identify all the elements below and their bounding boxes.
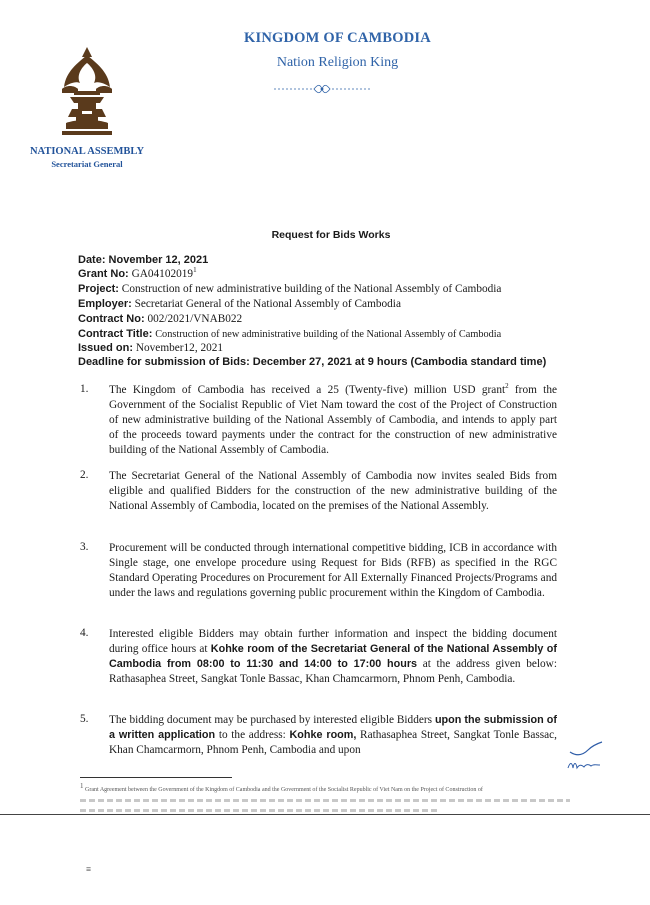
faint-footnote-line	[80, 799, 570, 802]
contract-title-line: Contract Title: Construction of new administrative building of the National Assembly of Cambodia	[78, 328, 502, 340]
footnote: $^1$ Grant Agreement between the Government of the Kingdom of Cambodia and the Government of the Socialist Republic of Viet Nam on the Project of Construction of	[80, 782, 483, 793]
employer-line: Employer: Secretariat General of the National Assembly of Cambodia	[78, 298, 401, 310]
faint-footnote-line	[80, 809, 440, 812]
kingdom-heading: KINGDOM OF CAMBODIA	[244, 30, 431, 46]
paragraph-text: The Secretariat General of the National Assembly of Cambodia now invites sealed Bids from eligible and qualified Bidders for the construction of the new administrative building of the National Assembly of Cambodia, located on the premises of the National Assembly.	[109, 470, 557, 512]
assembly-name: NATIONAL ASSEMBLY	[29, 146, 145, 157]
grant-line: Grant No: GA04102019$^1$	[78, 266, 197, 280]
date-line: Date: November 12, 2021	[78, 254, 209, 266]
document-page: KINGDOM OF CAMBODIA Nation Religion King NATIONAL ASSEMBLY Secretariat General Request for Bids Works Date: November 12, 2021 Grant No: GA04102019$^1$ Project: Construction of new administrative building of the National Assembly of Cambodia Employer: Secretariat General of the National Assembly of Cambodia Contract No: 002/2021/VNAB022 Contract Title: Construction of new administrative building of the National Assembly of Cambodia Issued on: November12, 2021 Deadline for submission of Bids: December 27, 2021 at 9 hours (Cambodia standard time) 1. The Kingdom of Cambodia has received a 25 (Twenty-five) million USD grant$^2$ from the Government of the Socialist Republic of Viet Nam toward the cost of the Project of Construction of new administrative building of the National Assembly of Cambodia, and intends to apply part of the proceeds toward payments under the contract for the construction of new administrative building of the National Assembly of Cambodia. 2. The Secretariat General of the National Assembly of Cambodia now invites sealed Bids from eligible and qualified Bidders for the construction of the new administrative building of the National Assembly of Cambodia, located on the premises of the National Assembly. 3. Procurement will be conducted through international competitive bidding, ICB in accordance with Single stage, one envelope procedure using Request for Bids (RFB) as specified in the RGC Standard Operating Procedures on Procurement for All Externally Financed Projects/Programs and under the laws and regulations governing public procurement within the Kingdom of Cambodia. 4. Interested eligible Bidders may obtain further information and inspect the bidding document during office hours at Kohke room of the Secretariat General of the National Assembly of Cambodia from 08:00 to 11:30 and 14:00 to 17:00 hours at the address given below: Rathasaphea Street, Sangkat Tonle Bassac, Khan Chamcarmorn, Phnom Penh, Cambodia. 5. The bidding document may be purchased by interested eligible Bidders upon the submission of a written application to the address: Kohke room, Rathasaphea Street, Sangkat Tonle Bassac, Khan Chamcarmorn, Phnom Penh, Cambodia and upon $^1$ Grant Agreement between the Government of the Kingdom of Cambodia and the Government of the Socialist Republic of Viet Nam on the Project of Construction of ≡	[0, 0, 650, 905]
grant-number: GA04102019	[131, 268, 194, 280]
ornament-divider-icon	[272, 83, 372, 95]
page-break-rule	[0, 814, 650, 815]
footnote-ref: 1	[193, 266, 197, 275]
page-glyph: ≡	[86, 864, 92, 874]
signature-icon	[562, 738, 612, 778]
secretariat-name: Secretariat General	[51, 159, 123, 169]
paragraph-text: Interested eligible Bidders may obtain further information and inspect the bidding document during office hours at Kohke room of the Secretariat General of the National Assembly of Cambodia from 08:00 to 11:30 and 14:00 to 17:00 hours at the address given below: Rathasaphea Street, Sangkat Tonle Bassac, Khan Chamcarmorn, Phnom Penh, Cambodia.	[109, 628, 557, 685]
footnote-rule	[80, 777, 232, 778]
paragraph-text: The bidding document may be purchased by interested eligible Bidders upon the submission of a written application to the address: Kohke room, Rathasaphea Street, Sangkat Tonle Bassac, Khan Chamcarmorn, Phnom Penh, Cambodia and upon	[109, 714, 558, 756]
national-motto: Nation Religion King	[276, 55, 399, 70]
paragraph-text: Procurement will be conducted through international competitive bidding, ICB in accordance with Single stage, one envelope procedure using Request for Bids (RFB) as specified in the RGC Standard Operating Procedures on Procurement for All Externally Financed Projects/Programs and under the laws and regulations governing public procurement within the Kingdom of Cambodia.	[109, 542, 557, 599]
project-line: Project: Construction of new administrative building of the National Assembly of Cambodia	[78, 283, 502, 295]
deadline-line: Deadline for submission of Bids: December 27, 2021 at 9 hours (Cambodia standard time)	[78, 356, 547, 368]
paragraph-text: The Kingdom of Cambodia has received a 25 (Twenty-five) million USD grant$^2$ from the Government of the Socialist Republic of Viet Nam toward the cost of the Project of Construction of new administrative building of the National Assembly of Cambodia, and intends to apply part of the proceeds toward payments under the contract for the construction of new administrative building of the National Assembly of Cambodia.	[109, 382, 557, 456]
contract-number-line: Contract No: 002/2021/VNAB022	[78, 313, 243, 325]
issued-line: Issued on: November12, 2021	[78, 342, 224, 354]
document-title: Request for Bids Works	[271, 229, 391, 241]
